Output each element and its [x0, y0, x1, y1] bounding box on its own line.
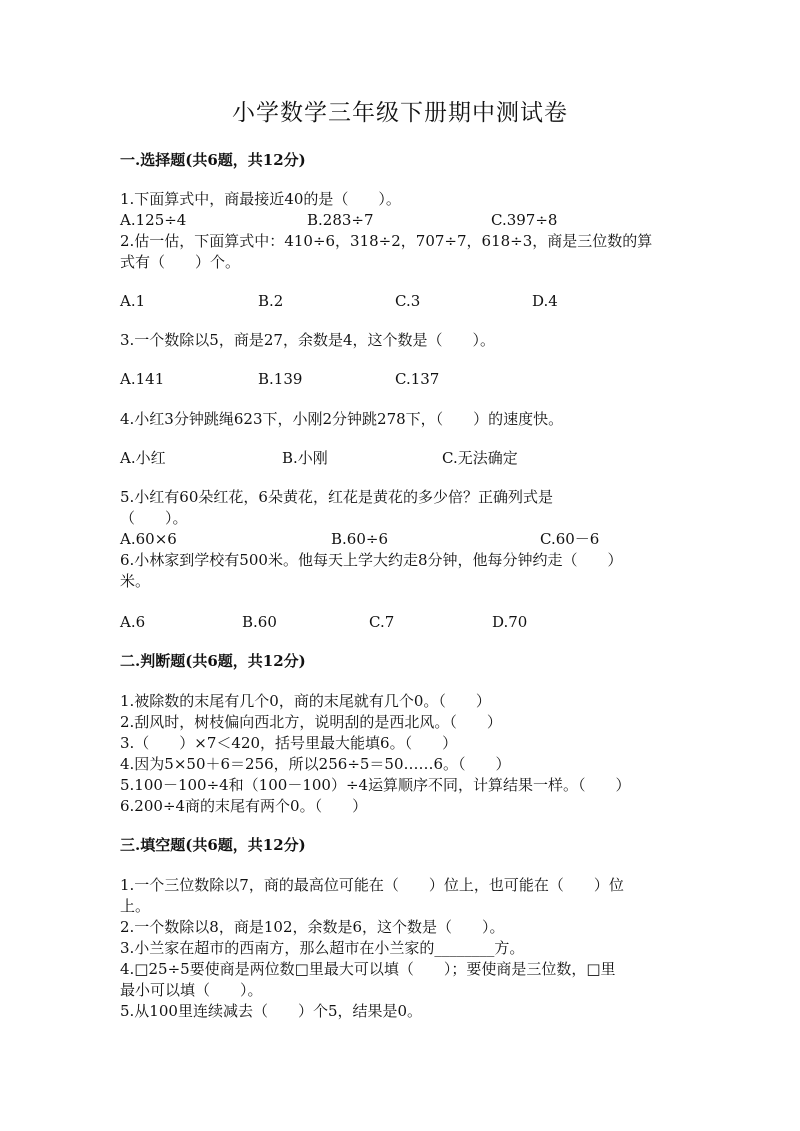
- question-1-2-option-c: C.3: [395, 292, 421, 310]
- judgement-item-4: 4.因为5×50＋6＝256，所以256÷5＝50……6。（ ）: [120, 755, 511, 773]
- question-1-3-option-a: A.141: [120, 370, 165, 388]
- judgement-item-5: 5.100－100÷4和（100－100）÷4运算顺序不同，计算结果一样。（ ）: [120, 776, 631, 794]
- question-1-1-text: 1.下面算式中，商最接近40的是（ ）。: [120, 190, 401, 208]
- question-1-1-option-b: B.283÷7: [307, 211, 374, 229]
- question-1-5-line2: （ ）。: [120, 509, 188, 527]
- question-1-1-option-a: A.125÷4: [120, 211, 187, 229]
- section-heading-choice: 一.选择题(共6题，共12分): [120, 151, 306, 169]
- fill-blank-line-2: 上。: [120, 897, 151, 915]
- question-1-5-option-b: B.60÷6: [331, 530, 388, 548]
- question-1-6-option-b: B.60: [242, 613, 277, 631]
- question-1-5-line1: 5.小红有60朵红花，6朵黄花，红花是黄花的多少倍？正确列式是: [120, 488, 553, 506]
- fill-blank-line-7: 5.从100里连续减去（ ）个5，结果是0。: [120, 1002, 423, 1020]
- question-1-6-option-c: C.7: [369, 613, 395, 631]
- section-heading-fill-blank: 三.填空题(共6题，共12分): [120, 836, 306, 854]
- question-1-2-line1: 2.估一估，下面算式中：410÷6，318÷2，707÷7，618÷3，商是三位数的算: [120, 232, 653, 250]
- judgement-item-6: 6.200÷4商的末尾有两个0。（ ）: [120, 797, 368, 815]
- question-1-2-option-b: B.2: [258, 292, 284, 310]
- judgement-item-1: 1.被除数的末尾有几个0，商的末尾就有几个0。（ ）: [120, 692, 491, 710]
- judgement-item-3: 3.（ ）×7＜420，括号里最大能填6。（ ）: [120, 734, 458, 752]
- question-1-4-text: 4.小红3分钟跳绳623下，小刚2分钟跳278下，（ ）的速度快。: [120, 410, 564, 428]
- question-1-6-option-d: D.70: [492, 613, 528, 631]
- question-1-5-option-a: A.60×6: [120, 530, 177, 548]
- question-1-6-option-a: A.6: [120, 613, 146, 631]
- question-1-4-option-a: A.小红: [120, 449, 166, 467]
- page-title: 小学数学三年级下册期中测试卷: [232, 100, 568, 126]
- fill-blank-line-3: 2.一个数除以8，商是102，余数是6，这个数是（ ）。: [120, 918, 505, 936]
- question-1-5-option-c: C.60－6: [540, 530, 600, 548]
- question-1-3-option-c: C.137: [395, 370, 440, 388]
- question-1-4-option-c: C.无法确定: [442, 449, 518, 467]
- question-1-6-line2: 米。: [120, 572, 151, 590]
- question-1-2-line2: 式有（ ）个。: [120, 253, 241, 271]
- question-1-1-option-c: C.397÷8: [491, 211, 558, 229]
- judgement-item-2: 2.刮风时，树枝偏向西北方，说明刮的是西北风。（ ）: [120, 713, 502, 731]
- question-1-6-line1: 6.小林家到学校有500米。他每天上学大约走8分钟，他每分钟约走（ ）: [120, 551, 623, 569]
- fill-blank-line-4: 3.小兰家在超市的西南方，那么超市在小兰家的________方。: [120, 939, 525, 957]
- question-1-4-option-b: B.小刚: [282, 449, 328, 467]
- section-heading-judgement: 二.判断题(共6题，共12分): [120, 652, 306, 670]
- fill-blank-line-1: 1.一个三位数除以7，商的最高位可能在（ ）位上，也可能在（ ）位: [120, 876, 624, 894]
- question-1-2-option-d: D.4: [532, 292, 558, 310]
- question-1-2-option-a: A.1: [120, 292, 146, 310]
- question-1-3-text: 3.一个数除以5，商是27，余数是4，这个数是（ ）。: [120, 331, 495, 349]
- fill-blank-line-5: 4.□25÷5要使商是两位数□里最大可以填（ ）；要使商是三位数，□里: [120, 960, 616, 978]
- fill-blank-line-6: 最小可以填（ ）。: [120, 981, 263, 999]
- question-1-3-option-b: B.139: [258, 370, 303, 388]
